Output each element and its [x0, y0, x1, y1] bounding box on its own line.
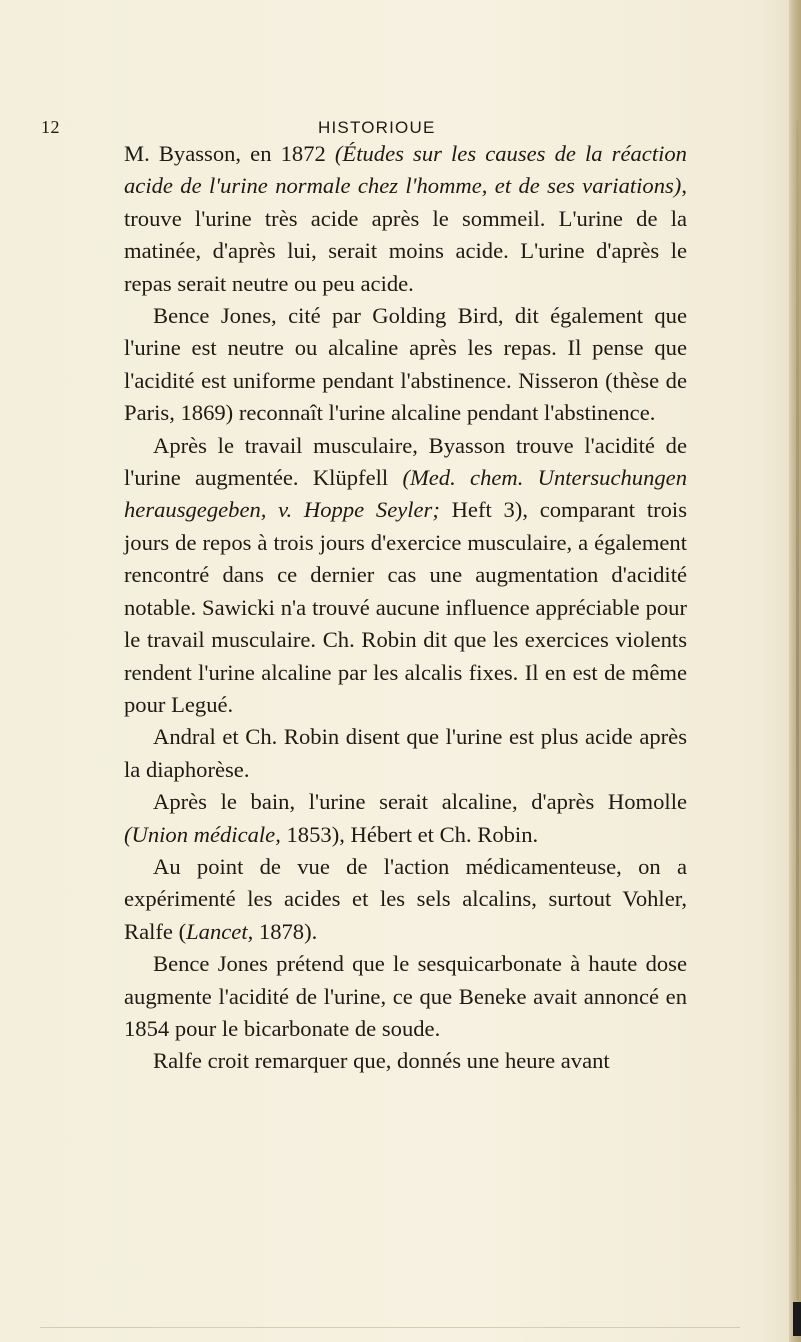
paragraph: Au point de vue de l'action médicamenteuse, on a expérimenté les acides et les sels alcalins, surtout Vohler, Ralfe (Lancet, 1878). — [124, 853, 687, 944]
paragraph: Bence Jones prétend que le sesquicarbonate à haute dose augmente l'acidité de l'urine, ce que Beneke avait annoncé en 1854 pour le bicarbonate de soude. — [124, 951, 687, 1041]
binding-mark — [793, 1302, 801, 1336]
page-edge-shadow — [796, 120, 799, 1300]
paragraph: Après le travail musculaire, Byasson trouve l'acidité de l'urine augmentée. Klüpfell (Med. chem. Untersuchungen herausgegeben, v. Hoppe Seyler; Heft 3), comparant trois jours de repos à trois jours d'exercice musculaire, a également rencontré dans ce dernier cas une augmentation d'acidité notable. Sawicki n'a trouvé aucune influence appréciable pour le travail musculaire. Ch. Robin dit que les exercices violents rendent l'urine alcaline par les alcalis fixes. Il en est de même pour Legué. — [124, 432, 687, 717]
paragraph: Andral et Ch. Robin disent que l'urine est plus acide après la diaphorèse. — [124, 724, 687, 782]
body-text — [124, 138, 687, 1078]
page-edge — [789, 0, 801, 1342]
page-number: 12 — [41, 117, 60, 137]
paragraph: Après le bain, l'urine serait alcaline, d'après Homolle (Union médicale, 1853), Hébert et Ch. Robin. — [124, 789, 687, 847]
bottom-rule — [40, 1327, 740, 1328]
paragraph: Bence Jones, cité par Golding Bird, dit également que l'urine est neutre ou alcaline après les repas. Il pense que l'acidité est uniforme pendant l'abstinence. Nisseron (thèse de Paris, 1869) reconnaît l'urine alcaline pendant l'abstinence. — [124, 303, 687, 426]
paragraph: M. Byasson, en 1872 (Études sur les causes de la réaction acide de l'urine normale chez l'homme, et de ses variations), trouve l'urine très acide après le sommeil. L'urine de la matinée, d'après lui, serait moins acide. L'urine d'après le repas serait neutre ou peu acide. — [124, 141, 687, 296]
italic-citation: (Union médicale, — [124, 821, 281, 847]
italic-citation: Lancet, — [186, 918, 254, 944]
running-title: HISTORIOUE — [318, 118, 436, 137]
paragraph: Ralfe croit remarquer que, donnés une heure avant — [153, 1048, 610, 1074]
italic-citation: (Études sur les causes de la réaction acide de l'urine normale chez l'homme, et de ses variations) — [124, 141, 687, 199]
italic-citation: (Med. chem. Untersuchungen herausgegeben, v. Hoppe Seyler; — [124, 465, 687, 523]
